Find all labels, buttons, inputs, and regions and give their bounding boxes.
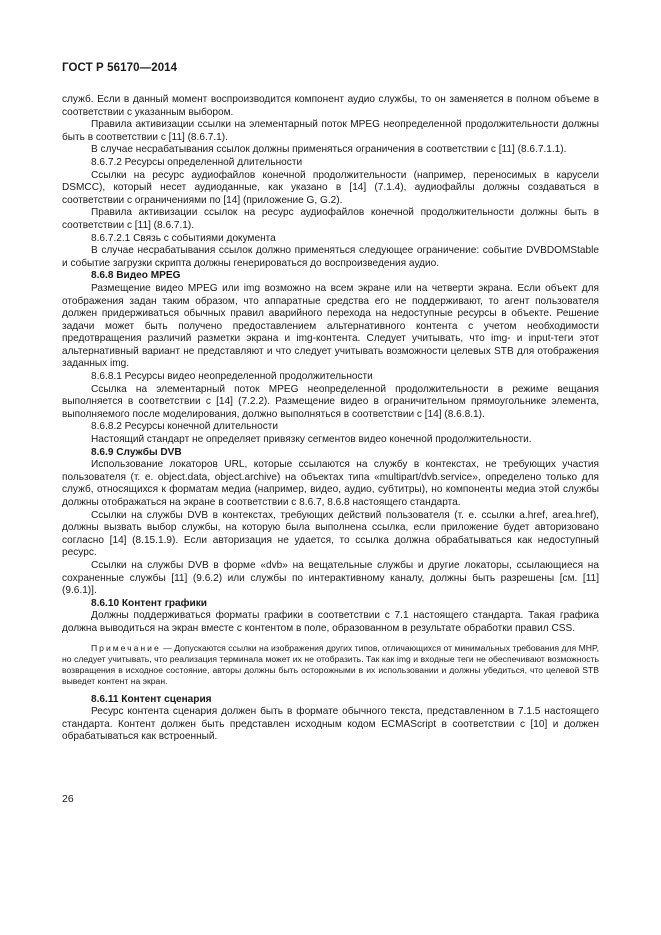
document-body [62, 94, 599, 744]
body-paragraph: 8.6.8.1 Ресурсы видео неопределенной продолжительности [91, 371, 373, 383]
body-paragraph: 8.6.8.2 Ресурсы конечной длительности [91, 421, 279, 433]
body-paragraph: Должны поддерживаться форматы графики в соответствии с 7.1 настоящего стандарта. Такая графика должна выводиться на экран вместе с контентом в поле, образованном в результате обработки правил CSS. [62, 610, 599, 634]
section-heading: 8.6.8 Видео MPEG [91, 270, 181, 282]
body-paragraph: В случае несрабатывания ссылок должно применяться следующее ограничение: событие DVBDOMStable и событие загрузки скрипта должны генерироваться до воспроизведения аудио. [62, 245, 599, 269]
page-number: 26 [62, 793, 74, 805]
body-paragraph: Использование локаторов URL, которые ссылаются на службу в контекстах, не требующих участия пользователя (т. е. object.data, object.archive) на объектах типа «multipart/dvb.service», определено только для служб, относящихся к форматам медиа (например, видео, аудио, субтитры), но компоненты медиа этой службы должны отображаться на экране в соответствии с 8.6.7, 8.6.8 настоящего стандарта. [62, 459, 599, 508]
body-paragraph: Настоящий стандарт не определяет привязку сегментов видео конечной продолжительности. [91, 434, 532, 446]
body-paragraph: Ссылки на службы DVB в контекстах, требующих действий пользователя (т. е. ссылки a.href, area.href), должны вызвать выбор службы, на которую была выполнена ссылка, если приложение будет авторизовано согласно [14] (8.15.1.9). Если авторизация не удается, то ссылка должна обрабатываться как недоступный ресурс. [62, 509, 599, 559]
body-paragraph: Ссылки на службы DVB в форме «dvb» на вещательные службы и другие локаторы, ссылающиеся на сохраненные службы [11] (9.6.2) или службы по интерактивному каналу, должны быть разрешены [см. [11] (9.6.1)]. [62, 559, 599, 597]
body-paragraph: Ссылки на ресурс аудиофайлов конечной продолжительности (например, переносимых в карусели DSMCC), который несет аудиоданные, как указано в [14] (7.1.4), аудиофайлы должны создаваться в соответствии с ограничениями по [14] (приложение G, G.2). [62, 169, 599, 206]
body-paragraph: Ссылка на элементарный поток MPEG неопределенной продолжительности в режиме вещания выполняется в соответствии с [14] (7.2.2). Размещение видео в ограничительном прямоугольнике элемента, выполняемого после моделирования, должно выполняться в соответствии с [14] (8.6.8.1). [62, 383, 599, 420]
note-label: Примечание [91, 642, 161, 653]
body-paragraph: Правила активизации ссылок на ресурс аудиофайлов конечной продолжительности должны быть в соответствии с [11] (8.6.7.1). [62, 207, 599, 231]
body-paragraph: служб. Если в данный момент воспроизводится компонент аудио службы, то он заменяется в полном объеме в соответствии с указанным выбором. [62, 94, 599, 118]
body-paragraph: Ресурс контента сценария должен быть в формате обычного текста, представленном в 7.1.5 настоящего стандарта. Контент должен быть представлен исходным кодом ECMAScript в соответствии с [10] и должен обрабатываться как встроенный. [62, 706, 599, 743]
body-paragraph: Размещение видео MPEG или img возможно на всем экране или на четверти экрана. Если объект для отображения задан таким образом, что аппаратные средства его не поддерживают, то агент пользователя должен придерживаться обычных правил аварийного перехода на недоступные ресурсы в объекте. Решение задачи может быть получено предоставлением альтернативного контента с учетом необходимости предотвращения различий разметки экрана и img-контента. Следует учитывать, что img- и input-теги этот альтернативный вариант не представляют и что следует учитывать возможности целевых STB для отображения заданных img. [62, 282, 599, 370]
document-header: ГОСТ Р 56170—2014 [62, 62, 178, 74]
body-paragraph: Правила активизации ссылки на элементарный поток MPEG неопределенной продолжительности должны быть в соответствии с [11] (8.6.7.1). [62, 119, 599, 143]
note-text: — Допускаются ссылки на изображения других типов, отличающихся от минимальных требования для MHP, но следует учитывать, что реализация терминала может их не отобразить. Так как img и входные теги не обеспечивают возможность возвращения в исходное состояние, авторы должны быть осторожными в их использовании и должны убедиться, что целевой STB выведет контент на экран. [62, 642, 599, 686]
note-paragraph [62, 643, 599, 687]
section-heading: 8.6.11 Контент сценария [91, 693, 212, 705]
body-paragraph: 8.6.7.2.1 Связь с событиями документа [91, 232, 276, 244]
section-heading: 8.6.10 Контент графики [91, 597, 207, 609]
body-paragraph: В случае несрабатывания ссылок должны применяться ограничения в соответствии с [11] (8.6.7.1.1). [91, 144, 567, 156]
section-heading: 8.6.9 Службы DVB [91, 446, 182, 458]
body-paragraph: 8.6.7.2 Ресурсы определенной длительности [91, 156, 303, 168]
